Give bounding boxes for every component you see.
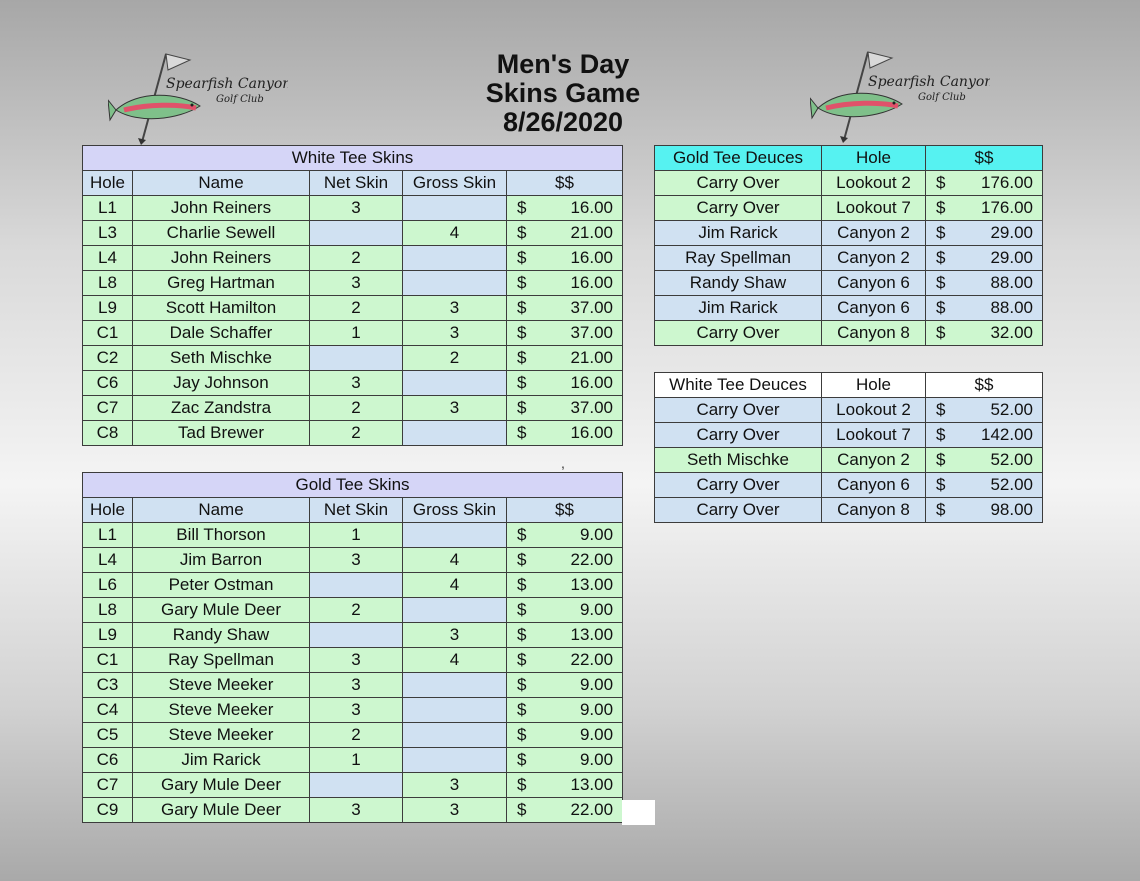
currency-symbol: $ [936, 298, 946, 317]
name-cell: Jim Barron [133, 548, 310, 573]
gross-skin-cell [403, 246, 507, 271]
currency-symbol: $ [936, 248, 946, 267]
currency-symbol: $ [517, 700, 527, 719]
column-header-gross-skin: Gross Skin [403, 498, 507, 523]
currency-symbol: $ [517, 423, 527, 442]
net-skin-cell: 2 [310, 598, 403, 623]
amount-cell [926, 271, 1043, 296]
deuce-hole-cell: Lookout 7 [822, 196, 926, 221]
table-row [655, 171, 1043, 196]
amount-value: 9.00 [579, 525, 614, 544]
gross-skin-cell: 4 [403, 648, 507, 673]
amount-cell [926, 296, 1043, 321]
net-skin-cell [310, 773, 403, 798]
amount-value: 88.00 [990, 298, 1033, 317]
amount-cell [507, 723, 623, 748]
amount-value: 32.00 [990, 323, 1033, 342]
amount-cell [926, 423, 1043, 448]
amount-value: 16.00 [570, 248, 613, 267]
gross-skin-cell [403, 271, 507, 296]
amount-cell [507, 346, 623, 371]
deuce-name-cell: Ray Spellman [655, 246, 822, 271]
table-row [83, 573, 623, 598]
table-row [655, 221, 1043, 246]
gold-tee-skins-body [83, 523, 623, 823]
name-cell: Dale Schaffer [133, 321, 310, 346]
hole-cell: C7 [83, 396, 133, 421]
currency-symbol: $ [936, 198, 946, 217]
currency-symbol: $ [517, 550, 527, 569]
gross-skin-cell [403, 673, 507, 698]
net-skin-cell [310, 623, 403, 648]
name-cell: Steve Meeker [133, 698, 310, 723]
deuce-hole-cell: Canyon 8 [822, 498, 926, 523]
hole-cell: C6 [83, 748, 133, 773]
deuce-name-cell: Carry Over [655, 321, 822, 346]
column-header-amount: $$ [926, 146, 1043, 171]
column-header-hole: Hole [83, 171, 133, 196]
amount-value: 22.00 [570, 550, 614, 569]
logo-name-line-1: Spearfish Canyon [868, 74, 990, 90]
gross-skin-cell [403, 196, 507, 221]
amount-value: 9.00 [579, 750, 614, 769]
gross-skin-cell [403, 598, 507, 623]
column-header-amount: $$ [926, 373, 1043, 398]
amount-value: 52.00 [990, 475, 1033, 494]
amount-value: 9.00 [579, 600, 614, 619]
club-logo-right [810, 46, 990, 146]
deuce-name-cell: Carry Over [655, 171, 822, 196]
amount-cell [507, 748, 623, 773]
amount-cell [926, 398, 1043, 423]
amount-value: 21.00 [570, 348, 613, 367]
table-row [83, 748, 623, 773]
name-cell: Bill Thorson [133, 523, 310, 548]
gross-skin-cell [403, 698, 507, 723]
net-skin-cell: 2 [310, 296, 403, 321]
amount-value: 29.00 [990, 223, 1033, 242]
title-line-2: Skins Game [485, 78, 641, 108]
currency-symbol: $ [517, 600, 527, 619]
amount-cell [507, 221, 623, 246]
deuce-hole-cell: Canyon 6 [822, 296, 926, 321]
amount-cell [507, 396, 623, 421]
gross-skin-cell: 3 [403, 798, 507, 823]
deuce-hole-cell: Canyon 6 [822, 271, 926, 296]
white-tee-deuces-table [654, 372, 1043, 523]
white-tee-deuces-body [655, 398, 1043, 523]
net-skin-cell: 3 [310, 371, 403, 396]
table-row [83, 523, 623, 548]
name-cell: John Reiners [133, 196, 310, 221]
table-row [83, 773, 623, 798]
table-row [83, 623, 623, 648]
currency-symbol: $ [517, 273, 527, 292]
currency-symbol: $ [517, 675, 527, 694]
table-row [655, 498, 1043, 523]
currency-symbol: $ [517, 575, 527, 594]
currency-symbol: $ [517, 373, 527, 392]
amount-value: 16.00 [570, 373, 613, 392]
gross-skin-cell: 3 [403, 623, 507, 648]
title-line-3: 8/26/2020 [502, 107, 624, 137]
amount-value: 98.00 [990, 500, 1033, 519]
hole-cell: L4 [83, 548, 133, 573]
name-cell: Gary Mule Deer [133, 598, 310, 623]
gross-skin-cell: 3 [403, 773, 507, 798]
currency-symbol: $ [517, 223, 527, 242]
hole-cell: C2 [83, 346, 133, 371]
gross-skin-cell [403, 523, 507, 548]
white-tee-skins-title: White Tee Skins [83, 146, 623, 171]
gold-tee-skins-title: Gold Tee Skins [83, 473, 623, 498]
table-row [83, 396, 623, 421]
amount-cell [507, 623, 623, 648]
hole-cell: L8 [83, 598, 133, 623]
net-skin-cell: 1 [310, 523, 403, 548]
column-header-amount: $$ [507, 498, 623, 523]
hole-cell: C5 [83, 723, 133, 748]
column-header-net-skin: Net Skin [310, 498, 403, 523]
net-skin-cell: 3 [310, 548, 403, 573]
deuce-name-cell: Carry Over [655, 196, 822, 221]
deuce-name-cell: Carry Over [655, 498, 822, 523]
gold-tee-deuces-table [654, 145, 1043, 346]
name-cell: Gary Mule Deer [133, 773, 310, 798]
amount-cell [507, 798, 623, 823]
column-header-name: Name [133, 498, 310, 523]
amount-value: 22.00 [570, 800, 614, 819]
amount-value: 52.00 [990, 450, 1033, 469]
net-skin-cell: 3 [310, 196, 403, 221]
gross-skin-cell: 4 [403, 221, 507, 246]
table-row [655, 473, 1043, 498]
currency-symbol: $ [517, 750, 527, 769]
table-row [655, 246, 1043, 271]
currency-symbol: $ [936, 400, 946, 419]
column-header-gross-skin: Gross Skin [403, 171, 507, 196]
name-cell: Jay Johnson [133, 371, 310, 396]
hole-cell: L3 [83, 221, 133, 246]
table-row [83, 246, 623, 271]
net-skin-cell: 2 [310, 396, 403, 421]
currency-symbol: $ [517, 725, 527, 744]
net-skin-cell: 2 [310, 723, 403, 748]
column-header-amount: $$ [507, 171, 623, 196]
amount-cell [507, 271, 623, 296]
net-skin-cell: 3 [310, 648, 403, 673]
amount-value: 176.00 [981, 173, 1033, 192]
currency-symbol: $ [517, 323, 527, 342]
logo-name-line-1: Spearfish Canyon [166, 76, 288, 92]
deuce-hole-cell: Lookout 2 [822, 398, 926, 423]
hole-cell: C1 [83, 321, 133, 346]
column-header-hole: Hole [822, 146, 926, 171]
currency-symbol: $ [517, 775, 527, 794]
currency-symbol: $ [936, 425, 946, 444]
gross-skin-cell: 3 [403, 296, 507, 321]
table-row [83, 421, 623, 446]
name-cell: Greg Hartman [133, 271, 310, 296]
gross-skin-cell [403, 748, 507, 773]
table-row [655, 423, 1043, 448]
amount-cell [926, 473, 1043, 498]
table-row [655, 296, 1043, 321]
hole-cell: L9 [83, 296, 133, 321]
amount-cell [507, 648, 623, 673]
amount-cell [926, 246, 1043, 271]
name-cell: Tad Brewer [133, 421, 310, 446]
hole-cell: C9 [83, 798, 133, 823]
currency-symbol: $ [517, 398, 527, 417]
amount-cell [507, 196, 623, 221]
net-skin-cell: 3 [310, 798, 403, 823]
currency-symbol: $ [936, 223, 946, 242]
gross-skin-cell [403, 421, 507, 446]
amount-cell [507, 673, 623, 698]
amount-value: 16.00 [570, 273, 613, 292]
amount-value: 16.00 [570, 423, 613, 442]
amount-cell [507, 573, 623, 598]
net-skin-cell: 3 [310, 698, 403, 723]
net-skin-cell [310, 221, 403, 246]
gold-tee-deuces-body [655, 171, 1043, 346]
hole-cell: L8 [83, 271, 133, 296]
table-row [655, 448, 1043, 473]
table-row [83, 798, 623, 823]
currency-symbol: $ [517, 348, 527, 367]
net-skin-cell [310, 573, 403, 598]
hole-cell: C3 [83, 673, 133, 698]
currency-symbol: $ [517, 248, 527, 267]
table-row [655, 196, 1043, 221]
name-cell: Gary Mule Deer [133, 798, 310, 823]
amount-value: 16.00 [570, 198, 613, 217]
name-cell: Ray Spellman [133, 648, 310, 673]
logo-name-line-2: Golf Club [216, 94, 264, 105]
currency-symbol: $ [517, 198, 527, 217]
amount-value: 22.00 [570, 650, 614, 669]
amount-value: 37.00 [570, 398, 613, 417]
currency-symbol: $ [517, 650, 527, 669]
gross-skin-cell: 2 [403, 346, 507, 371]
table-row [83, 296, 623, 321]
white-tee-skins-body [83, 196, 623, 446]
column-header-hole: Hole [822, 373, 926, 398]
deuce-hole-cell: Canyon 2 [822, 246, 926, 271]
club-logo-left [108, 48, 288, 148]
amount-cell [507, 371, 623, 396]
amount-value: 9.00 [579, 725, 614, 744]
amount-cell [507, 523, 623, 548]
net-skin-cell: 1 [310, 748, 403, 773]
amount-cell [507, 698, 623, 723]
amount-value: 29.00 [990, 248, 1033, 267]
name-cell: Jim Rarick [133, 748, 310, 773]
amount-cell [507, 548, 623, 573]
gross-skin-cell: 3 [403, 321, 507, 346]
gross-skin-cell: 3 [403, 396, 507, 421]
hole-cell: L9 [83, 623, 133, 648]
hole-cell: L4 [83, 246, 133, 271]
table-row [83, 648, 623, 673]
amount-value: 13.00 [570, 575, 614, 594]
amount-value: 52.00 [990, 400, 1033, 419]
amount-cell [926, 196, 1043, 221]
title-line-1: Men's Day [496, 49, 630, 79]
amount-value: 88.00 [990, 273, 1033, 292]
amount-value: 13.00 [570, 775, 614, 794]
gross-skin-cell: 4 [403, 573, 507, 598]
empty-cell [622, 800, 655, 825]
deuce-hole-cell: Lookout 7 [822, 423, 926, 448]
net-skin-cell: 2 [310, 246, 403, 271]
table-row [83, 698, 623, 723]
amount-cell [926, 498, 1043, 523]
table-row [655, 271, 1043, 296]
table-row [83, 598, 623, 623]
name-cell: Peter Ostman [133, 573, 310, 598]
deuce-hole-cell: Canyon 8 [822, 321, 926, 346]
hole-cell: C8 [83, 421, 133, 446]
net-skin-cell: 2 [310, 421, 403, 446]
deuce-name-cell: Carry Over [655, 398, 822, 423]
amount-cell [926, 171, 1043, 196]
currency-symbol: $ [517, 298, 527, 317]
logo-name-line-2: Golf Club [918, 92, 966, 103]
amount-value: 9.00 [579, 675, 614, 694]
stray-mark: , [561, 455, 565, 471]
gold-tee-deuces-title: Gold Tee Deuces [655, 146, 822, 171]
amount-cell [507, 598, 623, 623]
net-skin-cell: 1 [310, 321, 403, 346]
white-tee-deuces-title: White Tee Deuces [655, 373, 822, 398]
amount-value: 9.00 [579, 700, 614, 719]
amount-value: 37.00 [570, 298, 613, 317]
amount-value: 13.00 [570, 625, 614, 644]
currency-symbol: $ [517, 800, 527, 819]
deuce-name-cell: Jim Rarick [655, 296, 822, 321]
name-cell: Scott Hamilton [133, 296, 310, 321]
name-cell: Steve Meeker [133, 673, 310, 698]
amount-cell [507, 321, 623, 346]
amount-cell [926, 321, 1043, 346]
net-skin-cell: 3 [310, 271, 403, 296]
gold-tee-skins-table [82, 472, 623, 823]
net-skin-cell: 3 [310, 673, 403, 698]
amount-cell [507, 421, 623, 446]
name-cell: Charlie Sewell [133, 221, 310, 246]
net-skin-cell [310, 346, 403, 371]
currency-symbol: $ [936, 173, 946, 192]
name-cell: Seth Mischke [133, 346, 310, 371]
column-header-name: Name [133, 171, 310, 196]
currency-symbol: $ [936, 500, 946, 519]
amount-value: 37.00 [570, 323, 613, 342]
table-row [83, 371, 623, 396]
name-cell: Zac Zandstra [133, 396, 310, 421]
table-row [83, 196, 623, 221]
hole-cell: L1 [83, 196, 133, 221]
amount-value: 142.00 [981, 425, 1033, 444]
amount-cell [507, 296, 623, 321]
amount-cell [926, 221, 1043, 246]
table-row [83, 723, 623, 748]
hole-cell: C4 [83, 698, 133, 723]
table-row [83, 271, 623, 296]
amount-cell [926, 448, 1043, 473]
deuce-hole-cell: Canyon 6 [822, 473, 926, 498]
name-cell: Randy Shaw [133, 623, 310, 648]
hole-cell: C1 [83, 648, 133, 673]
table-row [83, 346, 623, 371]
currency-symbol: $ [936, 323, 946, 342]
gross-skin-cell: 4 [403, 548, 507, 573]
amount-cell [507, 246, 623, 271]
deuce-hole-cell: Canyon 2 [822, 448, 926, 473]
hole-cell: C6 [83, 371, 133, 396]
table-row [83, 321, 623, 346]
name-cell: John Reiners [133, 246, 310, 271]
white-tee-skins-table [82, 145, 623, 446]
amount-cell [507, 773, 623, 798]
hole-cell: C7 [83, 773, 133, 798]
table-row [83, 548, 623, 573]
gross-skin-cell [403, 371, 507, 396]
gross-skin-cell [403, 723, 507, 748]
deuce-name-cell: Randy Shaw [655, 271, 822, 296]
currency-symbol: $ [936, 450, 946, 469]
column-header-net-skin: Net Skin [310, 171, 403, 196]
column-header-hole: Hole [83, 498, 133, 523]
table-row [83, 673, 623, 698]
table-row [83, 221, 623, 246]
currency-symbol: $ [517, 525, 527, 544]
page-title [450, 50, 676, 137]
table-row [655, 398, 1043, 423]
amount-value: 21.00 [570, 223, 613, 242]
name-cell: Steve Meeker [133, 723, 310, 748]
amount-value: 176.00 [981, 198, 1033, 217]
deuce-name-cell: Carry Over [655, 423, 822, 448]
currency-symbol: $ [936, 273, 946, 292]
currency-symbol: $ [936, 475, 946, 494]
table-row [655, 321, 1043, 346]
deuce-hole-cell: Canyon 2 [822, 221, 926, 246]
deuce-name-cell: Jim Rarick [655, 221, 822, 246]
currency-symbol: $ [517, 625, 527, 644]
deuce-name-cell: Seth Mischke [655, 448, 822, 473]
hole-cell: L1 [83, 523, 133, 548]
deuce-hole-cell: Lookout 2 [822, 171, 926, 196]
hole-cell: L6 [83, 573, 133, 598]
deuce-name-cell: Carry Over [655, 473, 822, 498]
